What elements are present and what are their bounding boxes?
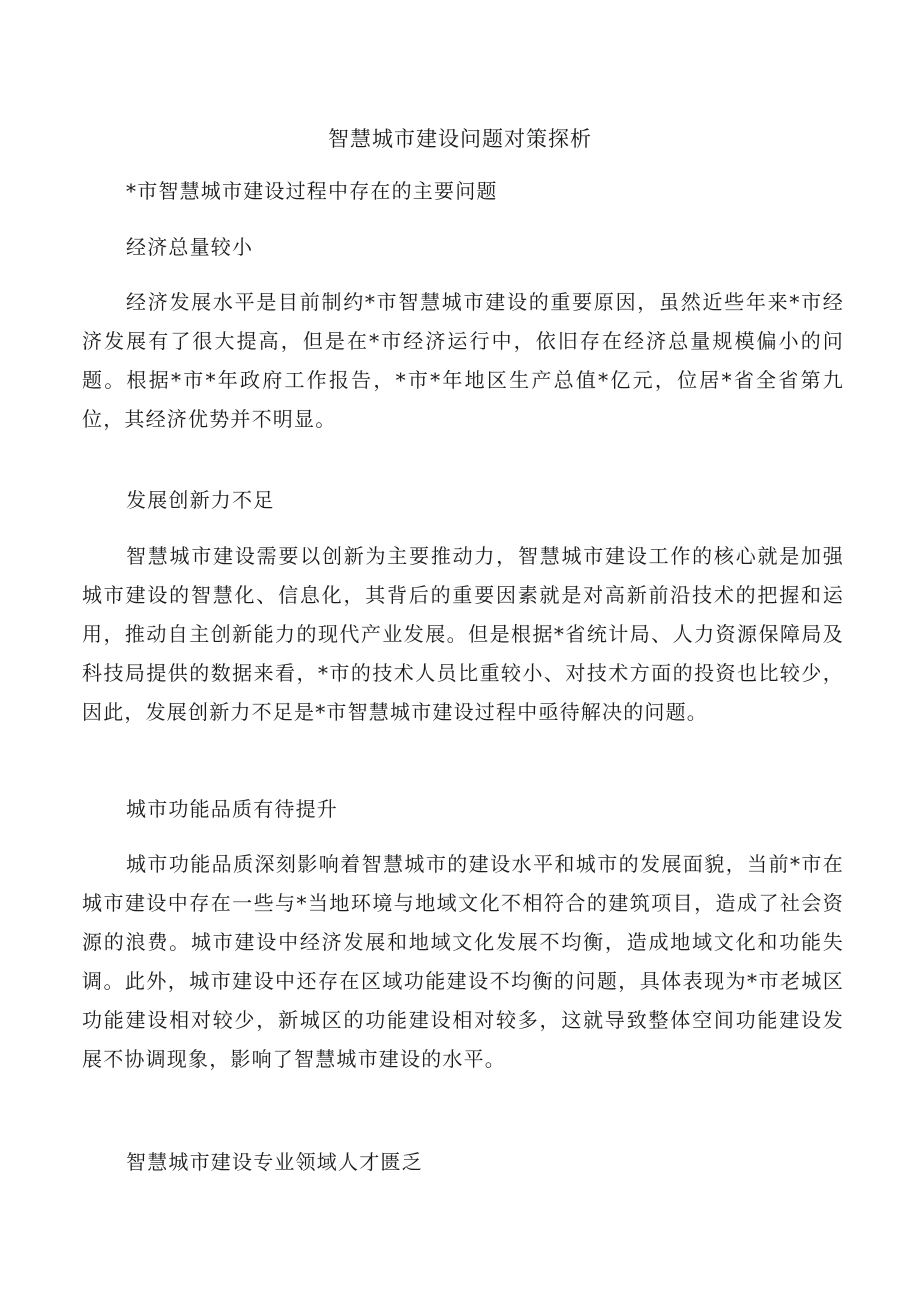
subheading-innovation: 发展创新力不足 [126, 488, 275, 512]
subheading-city-function: 城市功能品质有待提升 [126, 797, 338, 821]
paragraph-innovation: 智慧城市建设需要以创新为主要推动力，智慧城市建设工作的核心就是加强城市建设的智慧化、信息化，其背后的重要因素就是对高新前沿技术的把握和运用，推动自主创新能力的现代产业发展。但是根据*省统计局、人力资源保障局及科技局提供的数据来看，*市的技术人员比重较小、对技术方面的投资也比较少，因此，发展创新力不足是*市智慧城市建设过程中亟待解决的问题。 [82, 544, 844, 724]
paragraph-economy: 经济发展水平是目前制约*市智慧城市建设的重要原因，虽然近些年来*市经济发展有了很大提高，但是在*市经济运行中，依旧存在经济总量规模偏小的问题。根据*市*年政府工作报告，*市*年地区生产总值*亿元，位居*省全省第九位，其经济优势并不明显。 [82, 290, 844, 431]
document-title: 智慧城市建设问题对策探析 [328, 127, 592, 151]
subheading-economy: 经济总量较小 [126, 235, 254, 259]
subheading-talent: 智慧城市建设专业领域人才匮乏 [126, 1150, 423, 1174]
section-heading: *市智慧城市建设过程中存在的主要问题 [126, 179, 498, 203]
paragraph-city-function: 城市功能品质深刻影响着智慧城市的建设水平和城市的发展面貌，当前*市在城市建设中存在一些与*当地环境与地域文化不相符合的建筑项目，造成了社会资源的浪费。城市建设中经济发展和地域文化发展不均衡，造成地域文化和功能失调。此外，城市建设中还存在区域功能建设不均衡的问题，具体表现为*市老城区功能建设相对较少，新城区的功能建设相对较多，这就导致整体空间功能建设发展不协调现象，影响了智慧城市建设的水平。 [82, 852, 844, 1071]
